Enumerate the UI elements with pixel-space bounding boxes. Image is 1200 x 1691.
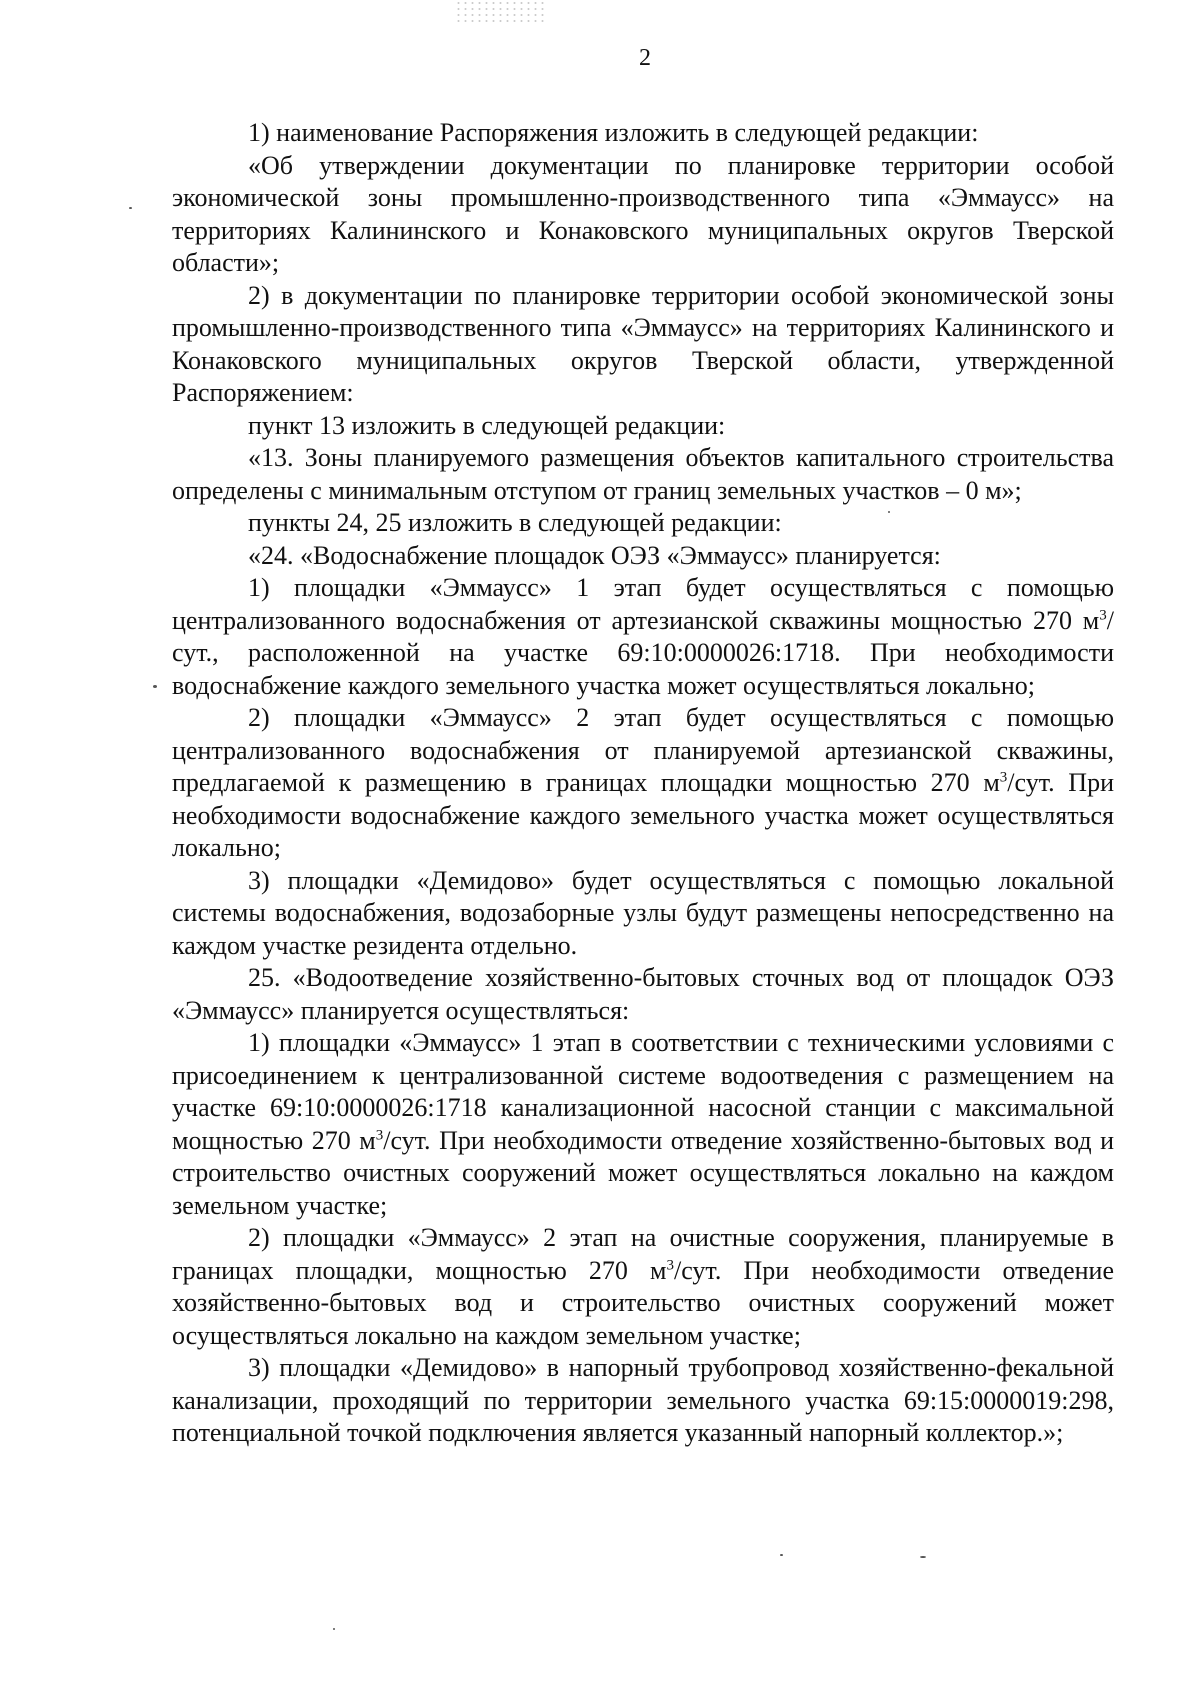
paragraph: 3) площадки «Демидово» в напорный трубопровод хозяйственно-фекальной канализации, проходящий по территории земельного участка 69:15:0000019:298, потенциальной точкой подключения является указанный напорный коллектор.»;: [172, 1353, 1114, 1447]
document-body: [172, 117, 1114, 1450]
superscript: 3: [375, 1126, 384, 1143]
paragraph: «Об утверждении документации по планировке территории особой экономической зоны промышленно-производственного типа «Эммаусс» на территориях Калининского и Конаковского муниципальных округов Тверской области»;: [172, 150, 1114, 277]
page-number: 2: [639, 45, 651, 71]
scan-speck: [129, 207, 132, 209]
paragraph: 2) площадки «Эммаусс» 2 этап будет осуществляться с помощью централизованного водоснабжения от планируемой артезианской скважины, предлагаемой к размещению в границах площадки мощностью 270 $м^3$/сут. При необходимости водоснабжение каждого земельного участка может осуществляться локально;: [172, 703, 1114, 862]
scan-speck: [333, 1628, 335, 1630]
superscript: 3: [999, 769, 1008, 786]
superscript: 3: [1099, 606, 1107, 623]
paragraph: 1) площадки «Эммаусс» 1 этап будет осуществляться с помощью централизованного водоснабжения от артезианской скважины мощностью 270 $м^3$/сут., расположенной на участке 69:10:0000026:1718. При необходимости водоснабжение каждого земельного участка может осуществляться локально;: [172, 573, 1114, 700]
paragraph: «24. «Водоснабжение площадок ОЭЗ «Эммаусс» планируется:: [248, 540, 941, 570]
scan-speck: [780, 1554, 783, 1556]
paragraph: «13. Зоны планируемого размещения объектов капитального строительства определены с минимальным отступом от границ земельных участков – 0 м»;: [172, 443, 1114, 505]
superscript: 3: [666, 1256, 675, 1273]
paragraph: пункт 13 изложить в следующей редакции:: [248, 410, 726, 440]
paragraph: пункты 24, 25 изложить в следующей редакции:: [248, 508, 782, 537]
paragraph: 2) в документации по планировке территории особой экономической зоны промышленно-производственного типа «Эммаусс» на территориях Калининского и Конаковского муниципальных округов Тверской области, утвержденной Распоряжением:: [172, 280, 1114, 407]
scan-speck: [920, 1556, 926, 1558]
paragraph: 2) площадки «Эммаусс» 2 этап на очистные сооружения, планируемые в границах площадки, мощностью 270 $м^3$/сут. При необходимости отведение хозяйственно-бытовых вод и строительство очистных сооружений может осуществляться локально на каждом земельном участке;: [172, 1223, 1114, 1350]
scan-speck: [153, 685, 157, 688]
paragraph: 1) наименование Распоряжения изложить в следующей редакции:: [248, 118, 979, 147]
paragraph: 3) площадки «Демидово» будет осуществляться с помощью локальной системы водоснабжения, водозаборные узлы будут размещены непосредственно на каждом участке резидента отдельно.: [172, 865, 1114, 960]
scan-artifact: [455, 0, 545, 22]
paragraph: 1) площадки «Эммаусс» 1 этап в соответствии с техническими условиями с присоединением к централизованной системе водоотведения с размещением на участке 69:10:0000026:1718 канализационной насосной станции с максимальной мощностью 270 $м^3$/сут. При необходимости отведение хозяйственно-бытовых вод и строительство очистных сооружений может осуществляться локально на каждом земельном участке;: [172, 1028, 1115, 1220]
paragraph: 25. «Водоотведение хозяйственно-бытовых сточных вод от площадок ОЭЗ «Эммаусс» планируется осуществляться:: [172, 963, 1114, 1025]
